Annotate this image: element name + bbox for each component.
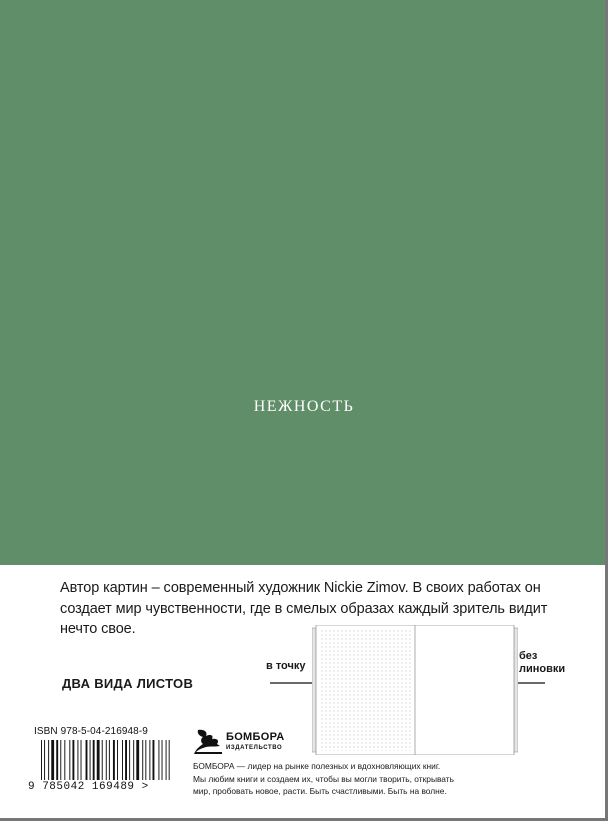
publisher-line: БОМБОРА — лидер на рынке полезных и вдохновляющих книг. bbox=[193, 761, 441, 771]
publisher-subtitle: ИЗДАТЕЛЬСТВО bbox=[226, 745, 283, 751]
notebook-spread-illustration bbox=[312, 625, 518, 755]
bombora-logo-icon bbox=[194, 728, 224, 754]
barcode-digits: 9 785042 169489 > bbox=[28, 781, 149, 793]
plain-sheet-label bbox=[519, 650, 579, 676]
plain-label-line: без bbox=[519, 650, 538, 662]
plain-label-line: линовки bbox=[519, 663, 566, 675]
cover-title: НЕЖНОСТЬ bbox=[253, 398, 355, 415]
description-line: нечто свое. bbox=[60, 621, 136, 637]
description-line: создает мир чувственности, где в смелых образах каждый зритель видит bbox=[60, 600, 548, 617]
publisher-line: Мы любим книги и создаем их, чтобы вы могли творить, открывать bbox=[193, 773, 454, 784]
sheet-types-heading: ДВА ВИДА ЛИСТОВ bbox=[62, 676, 194, 691]
publisher-name: БОМБОРА bbox=[226, 731, 285, 743]
publisher-line: мир, пробовать новое, расти. Быть счастливыми. Быть на волне. bbox=[193, 786, 447, 796]
description-line: Автор картин – современный художник Nickie Zimov. В своих работах он bbox=[60, 580, 541, 596]
dotted-sheet-label: в точку bbox=[266, 660, 306, 672]
publisher-description bbox=[193, 760, 513, 798]
isbn-number: ISBN 978-5-04-216948-9 bbox=[34, 726, 148, 737]
